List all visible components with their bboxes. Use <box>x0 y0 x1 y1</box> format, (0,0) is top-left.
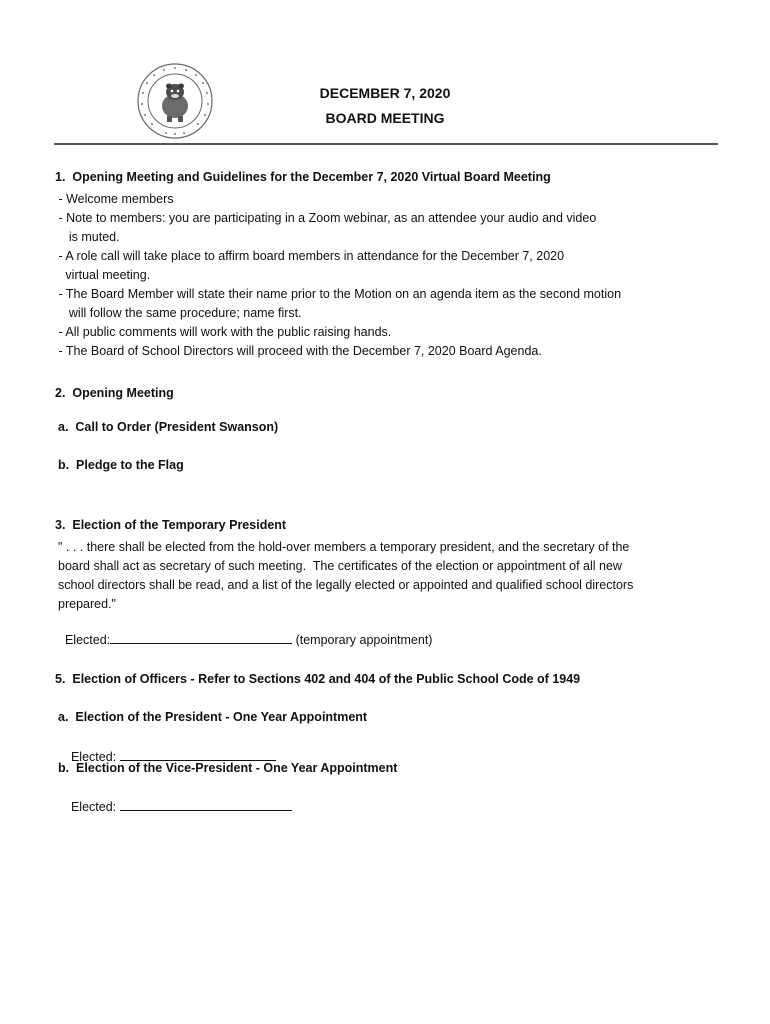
quote-line: board shall act as secretary of such meeting. The certificates of the election or appointment of all new <box>58 559 622 573</box>
section-1-line: - The Board Member will state their name prior to the Motion on an agenda item as the second motion <box>55 287 622 301</box>
temporary-president-elected-row <box>58 615 432 648</box>
meeting-date: DECEMBER 7, 2020 <box>319 85 451 101</box>
section-1-line: - Welcome members <box>55 192 174 206</box>
section-1-line: - The Board of School Directors will proceed with the December 7, 2020 Board Agenda. <box>55 344 542 358</box>
president-election-item: a. Election of the President - One Year Appointment <box>58 710 368 724</box>
call-to-order-item: a. Call to Order (President Swanson) <box>58 420 279 434</box>
pledge-item: b. Pledge to the Flag <box>58 458 184 472</box>
section-1-heading: 1. Opening Meeting and Guidelines for the December 7, 2020 Virtual Board Meeting <box>55 170 551 184</box>
section-1-line: - A role call will take place to affirm board members in attendance for the December 7, 2020 <box>55 249 565 263</box>
section-1-line: is muted. <box>55 230 120 244</box>
section-3-heading: 3. Election of the Temporary President <box>55 518 287 532</box>
vice-president-elected-row <box>64 782 292 815</box>
elected-label: Elected: <box>70 800 120 814</box>
elected-label: Elected: <box>70 750 120 764</box>
quote-line: prepared." <box>58 597 116 611</box>
section-1-line: - Note to members: you are participating in a Zoom webinar, as an attendee your audio and video <box>55 211 597 225</box>
vice-president-election-item: b. Election of the Vice-President - One Year Appointment <box>58 761 398 775</box>
temporary-appointment-note: (temporary appointment) <box>292 633 433 647</box>
header-divider <box>54 143 718 145</box>
section-5-heading: 5. Election of Officers - Refer to Sections 402 and 404 of the Public School Code of 1949 <box>55 672 581 686</box>
elected-blank-field[interactable] <box>120 798 292 811</box>
school-district-seal-icon <box>136 62 214 140</box>
section-2-heading: 2. Opening Meeting <box>55 386 174 400</box>
quote-line: " . . . there shall be elected from the hold-over members a temporary president, and the secretary of the <box>58 540 630 554</box>
quote-line: school directors shall be read, and a list of the legally elected or appointed and qualified school directors <box>58 578 634 592</box>
elected-blank-field[interactable] <box>110 631 292 644</box>
meeting-title: BOARD MEETING <box>325 110 445 126</box>
section-1-line: will follow the same procedure; name first. <box>55 306 302 320</box>
section-1-line: - All public comments will work with the public raising hands. <box>55 325 392 339</box>
section-1-line: virtual meeting. <box>55 268 151 282</box>
elected-label: Elected: <box>64 633 111 647</box>
